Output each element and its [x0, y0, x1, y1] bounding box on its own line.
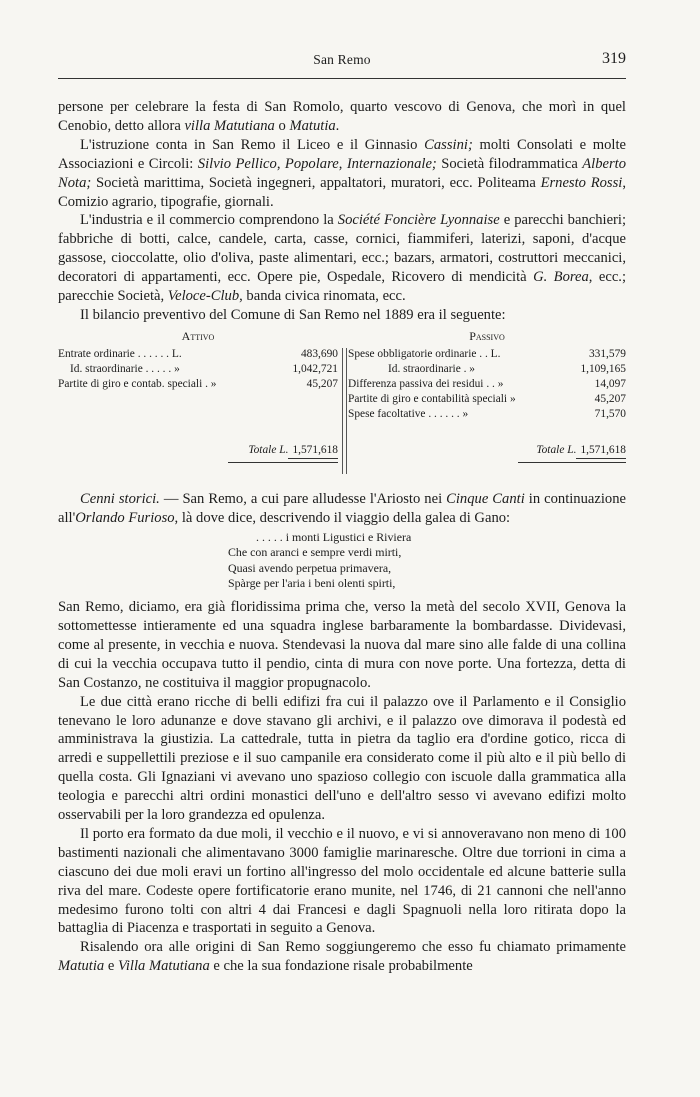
running-title: San Remo: [313, 52, 371, 67]
passivo-heading: Passivo: [469, 328, 505, 343]
paragraph-porto: Il porto era formato da due moli, il vecchio e il nuovo, e vi si annoveravano non meno di 100 bastimenti nazionali che alimentavano 3000 famiglie marinaresche. Oltre due torrioni in cima a ciascuno dei due moli eravi un fortino all'ingresso del molo occidentale ed alcune batterie sulla riva del mare. Codeste opere fortificatorie erano munite, nel 1746, di 21 cannoni che nell'anno medesimo furono tolti con altri 4 dai Francesi e dagli Spagnuoli nella loro ritirata dopo la battaglia di Piacenza e trasportati in seguito a Genova.: [58, 825, 626, 937]
passivo-total: Totale L. 1,571,618: [348, 443, 626, 459]
passivo-sum-rule: [518, 462, 626, 463]
paragraph-bilancio: Il bilancio preventivo del Comune di San Remo nel 1889 era il seguente:: [80, 306, 506, 323]
paragraph-floridissima: San Remo, diciamo, era già floridissima prima che, verso la metà del secolo XVII, Genova la sottomettesse intieramente ed una squadra inglese barbaramente la bombardasse. Dividevasi, come al presente, in vecchia e nuova. Stendevasi la nuova dal mare sino alle falde di una collina di cui la vecchia occupava tutto il pendio, cinta di mura con nove porte. Una fortezza, detta di San Costanzo, ne costituiva il maggior propugnacolo.: [58, 599, 626, 691]
poem-line: Che con aranci e sempre verdi mirti,: [228, 545, 402, 560]
ariosto-quotation: [228, 530, 626, 592]
attivo-total: Totale L. 1,571,618: [58, 443, 338, 459]
budget-row: Differenza passiva dei residui . . » 14,097: [348, 377, 626, 390]
attivo-heading: Attivo: [181, 328, 215, 343]
budget-table: [58, 329, 626, 481]
budget-divider: [342, 348, 347, 474]
poem-line: Spàrge per l'aria i beni olenti spirti,: [228, 576, 396, 591]
page-number: 319: [602, 50, 626, 67]
attivo-sum-rule: [228, 462, 338, 463]
paragraph-istruzione: L'istruzione conta in San Remo il Liceo e il Ginnasio Cassini; molti Consolati e molte Associazioni e Circoli: Silvio Pellico, Popolare, Internazionale; Società filodrammatica Alberto Nota; Società marittima, Società ingegneri, appaltatori, muratori, ecc. Politeama Ernesto Rossi, Comizio agrario, tipografie, giornali.: [58, 136, 627, 210]
header-rule: [58, 78, 626, 79]
poem-line: . . . . . i monti Ligustici e Riviera: [256, 529, 412, 544]
budget-attivo-column: [58, 328, 338, 456]
budget-row: Id. straordinarie . » 1,109,165: [388, 362, 626, 375]
paragraph-edifizi: Le due città erano ricche di belli edifizi fra cui il palazzo ove il Parlamento e il Consiglio tenevano le loro adunanze e dove stavano gli archivi, e il palazzo ove dimorava il podestà ed amministrava la giustizia. La cattedrale, tutta in pietra da taglio era d'ordine gotico, ricca di arredi e suppellettili preziose e il suo campanile era considerato come il più alto e il più bello di quella costa. Gli Ignaziani vi avevano uno spazioso collegio con iscuole dalla grammatica alla teologia e parecchi altri ordini monastici dell'uno e dell'altro sesso vi avevano edifizi molto osservabili per la loro grandezza ed opulenza.: [58, 693, 626, 824]
paragraph-cenni-storici: Cenni storici. — San Remo, a cui pare alludesse l'Ariosto nei Cinque Canti in continuazione all'Orlando Furioso, là dove dice, descrivendo il viaggio della galea di Gano:: [58, 490, 626, 526]
budget-row: Id. straordinarie . . . . . » 1,042,721: [70, 362, 338, 375]
running-head: [58, 50, 626, 74]
poem-line: Quasi avendo perpetua primavera,: [228, 560, 392, 575]
budget-row: Spese facoltative . . . . . . » 71,570: [348, 407, 626, 420]
budget-row: Partite di giro e contabilità speciali » 45,207: [348, 392, 626, 405]
paragraph-romolo: persone per celebrare la festa di San Romolo, quarto vescovo di Genova, che morì in quel Cenobio, detto allora villa Matutiana o Matutia.: [58, 99, 626, 134]
paragraph-industria: L'industria e il commercio comprendono la Société Foncière Lyonnaise e parecchi banchieri; fabbriche di botti, calce, candele, carta, casse, cornici, fiammiferi, laterizi, saponi, d'acque gassose, cioccolatte, olio d'oliva, paste alimentari, ecc.; bazars, armatori, costruttori meccanici, decoratori di appartamenti, ecc. Opere pie, Ospedale, Ricovero di mendicità G. Borea, ecc.; parecchie Società, Veloce-Club, banda civica rinomata, ecc.: [58, 212, 627, 305]
budget-row: Partite di giro e contab. speciali . » 45,207: [58, 377, 338, 390]
budget-row: Entrate ordinarie . . . . . . L. 483,690: [58, 347, 338, 360]
paragraph-origini: Risalendo ora alle origini di San Remo soggiungeremo che esso fu chiamato primamente Matutia e Villa Matutiana e che la sua fondazione risale probabilmente: [58, 939, 626, 975]
budget-row: Spese obbligatorie ordinarie . . L. 331,579: [348, 347, 626, 360]
body-text: [58, 98, 626, 976]
budget-passivo-column: [348, 328, 626, 456]
